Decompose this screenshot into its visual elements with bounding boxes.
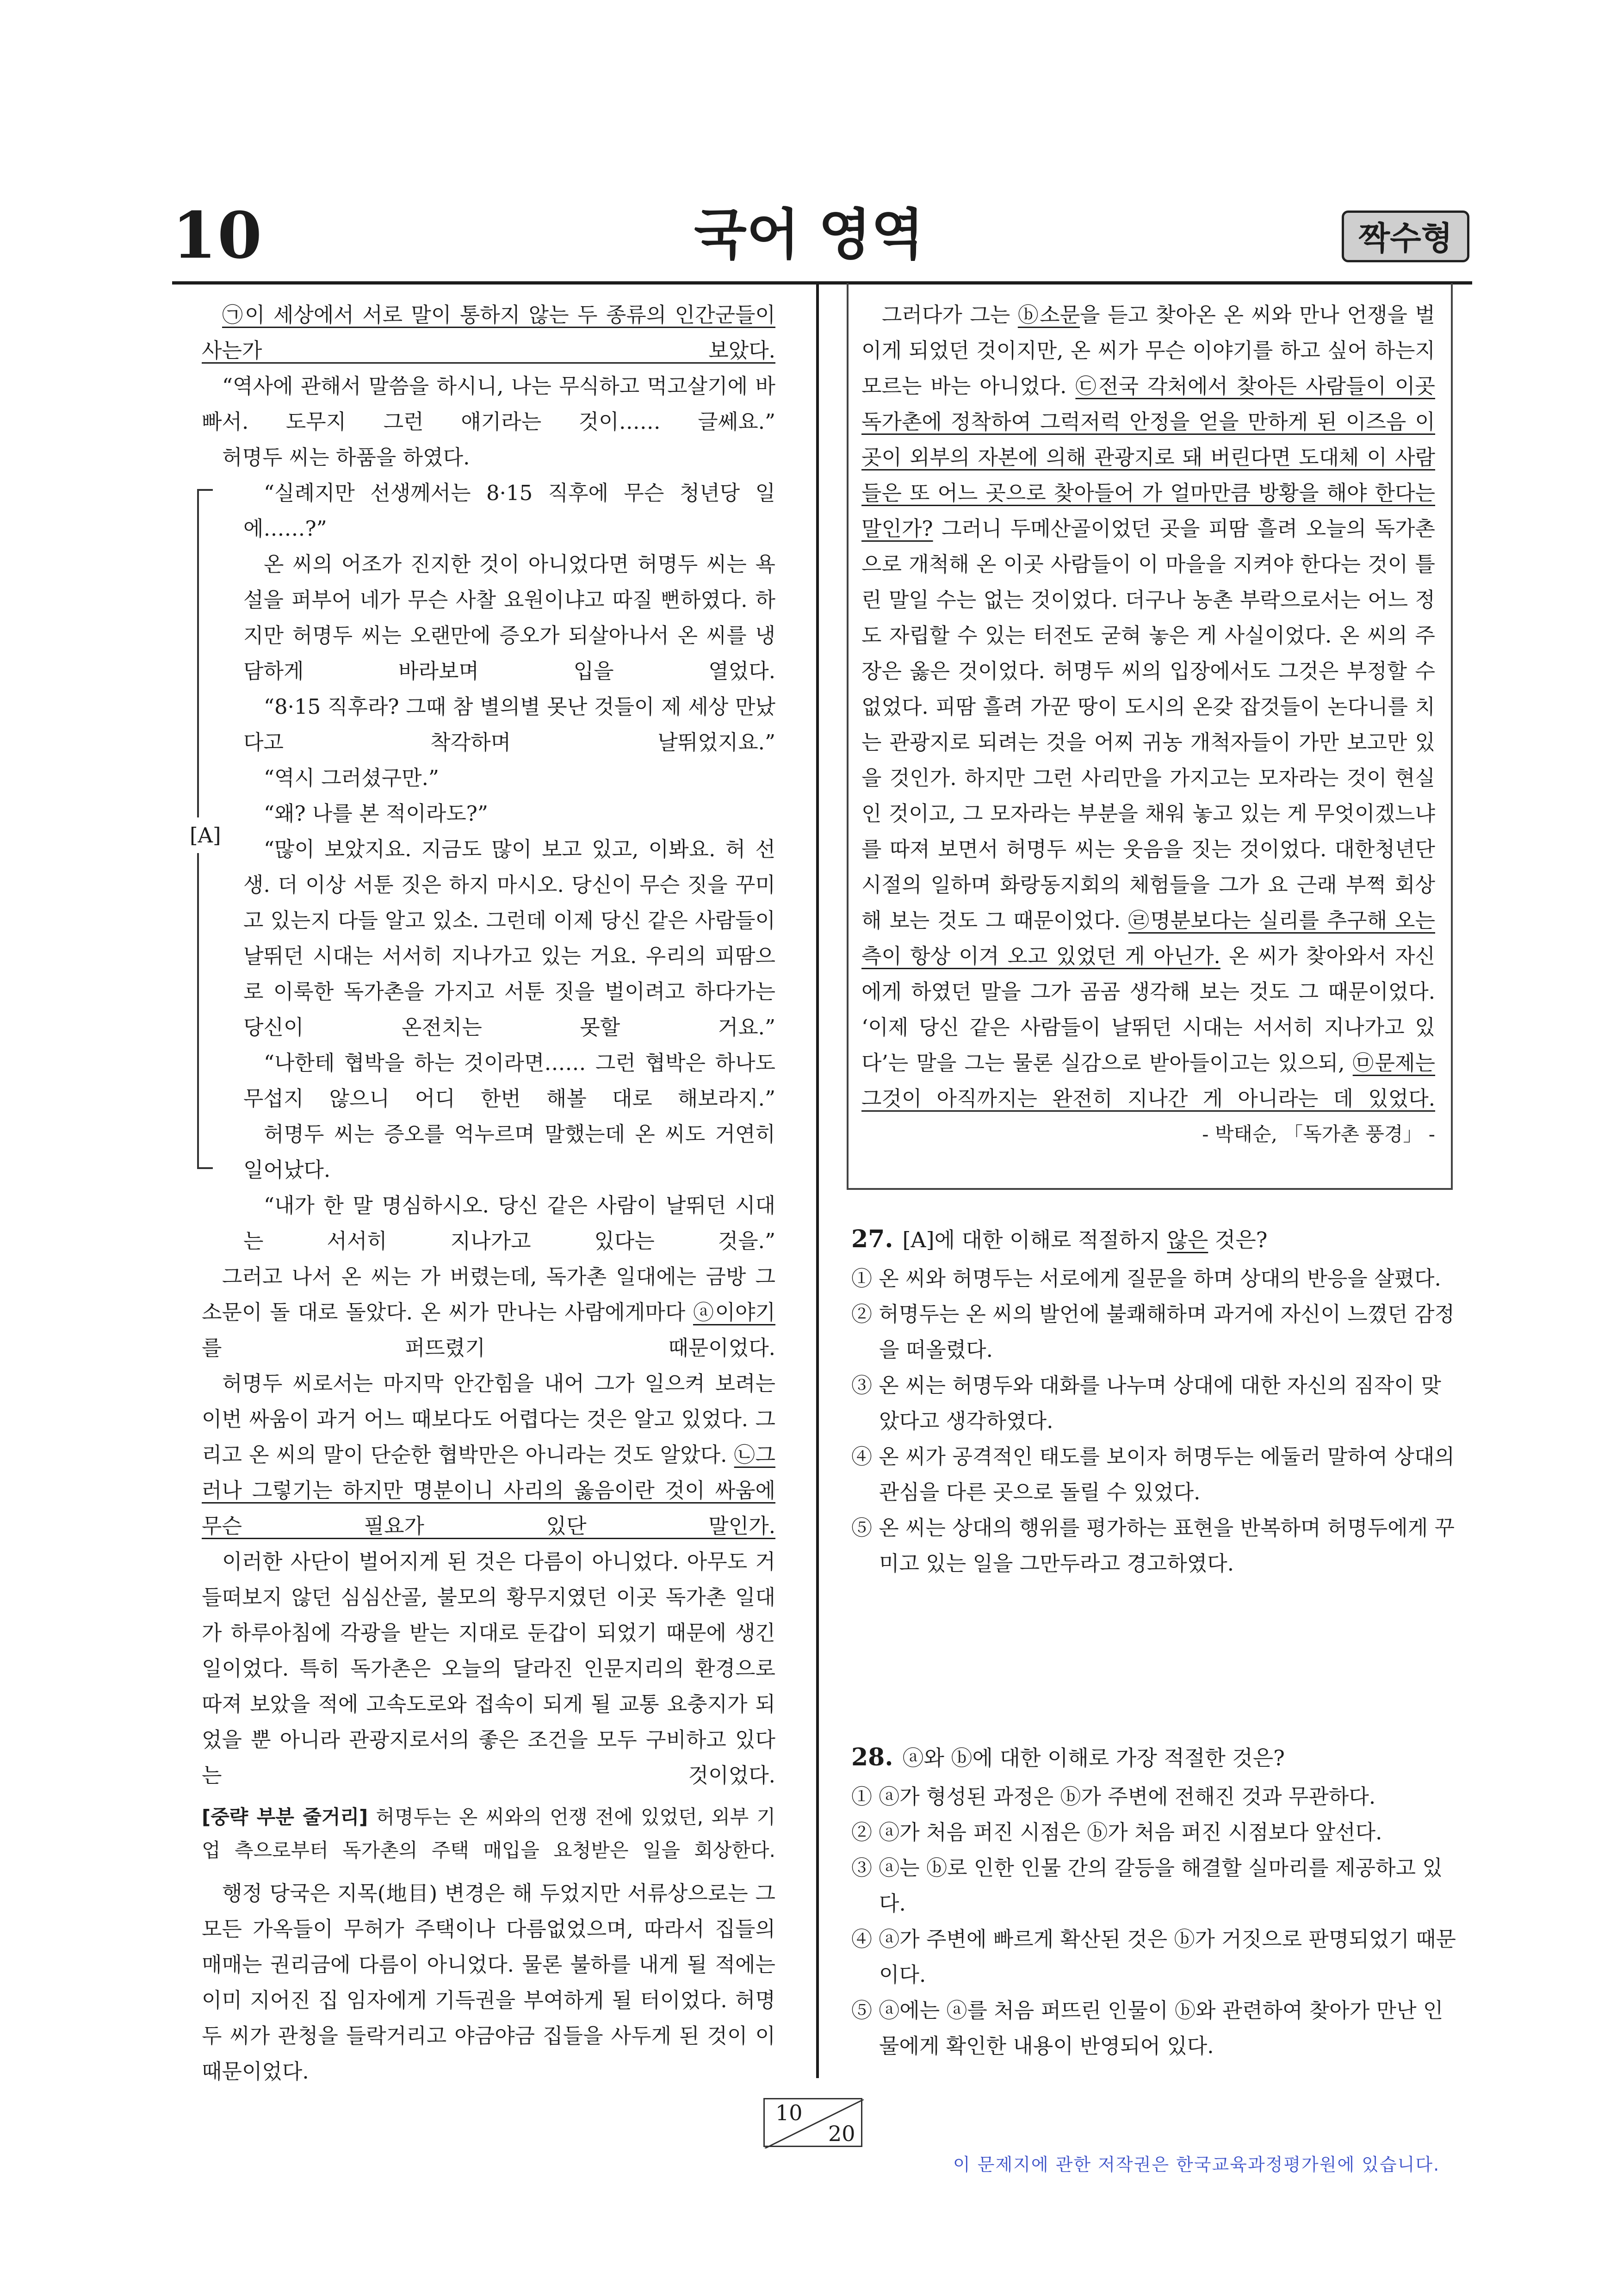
question-28-number: 28. <box>851 1743 893 1771</box>
question-27-stem: 27. [A]에 대한 이해로 적절하지 않은 것은? <box>851 1225 1268 1253</box>
bracket-line-9: “내가 한 말 명심하시오. 당신 같은 사람이 날뛰던 시대는 서서히 지나가고 있다는 것을.” <box>243 1193 775 1253</box>
emphasis-not: 않은 <box>1167 1227 1208 1252</box>
bracket-line-3: “8·15 직후라? 그때 참 별의별 못난 것들이 제 세상 만났다고 착각하며 날뛰었지요.” <box>243 694 775 755</box>
underlined-passage-a: ㉠이 세상에서 서로 말이 통하지 않는 두 종류의 인간군들이 사는가 보았다. <box>202 303 775 363</box>
underlined-passage-b: ㉡그러나 그렇기는 하지만 명분이니 사리의 옳음이란 것이 싸움에 무슨 필요가 있단 말인가. <box>202 1442 775 1538</box>
q28-choice-5[interactable]: ⑤ ⓐ에는 ⓐ를 처음 퍼뜨린 인물이 ⓑ와 관련하여 찾아가 만난 인물에게 확인한 내용이 반영되어 있다. <box>851 1998 1443 2058</box>
underlined-passage-c: ㉢전국 각처에서 찾아든 사람들이 이곳 독가촌에 정착하여 그럭저럭 안정을 얻을 만하게 된 이즈음 이곳이 외부의 자본에 의해 관광지로 돼 버린다면 도대체 이 사람들은 또 어느 곳으로 찾아들어 가 얼마만큼 방황을 해야 한다는 말인가? <box>861 374 1435 541</box>
paragraph-7: 행정 당국은 지목(地目) 변경은 해 두었지만 서류상으로는 그 모든 가옥들이 무허가 주택이나 다름없었으며, 따라서 집들의 매매는 권리금에 다름이 아니었다. 물론 불하를 내게 될 적에는 이미 지어진 집 임자에게 기득권을 부여하게 될 터이었다. 허명두 씨가 관청을 들락거리고 야금야금 집들을 사두게 된 것이 이 때문이었다. <box>202 1881 775 2084</box>
marker-a-story: ⓐ이야기 <box>693 1300 775 1324</box>
question-27-number: 27. <box>851 1225 893 1253</box>
paragraph-4: 그러고 나서 온 씨는 가 버렸는데, 독가촌 일대에는 금방 그 소문이 돌 대로 돌았다. 온 씨가 만나는 사람에게마다 ⓐ이야기를 퍼뜨렸기 때문이었다. <box>202 1264 775 1360</box>
q28-choice-1[interactable]: ① ⓐ가 형성된 과정은 ⓑ가 주변에 전해진 것과 무관하다. <box>851 1784 1376 1809</box>
marker-b-rumor: ⓑ소문 <box>1017 303 1080 327</box>
bracket-a-block <box>190 475 775 1259</box>
q27-choice-4[interactable]: ④ 온 씨가 공격적인 태도를 보이자 허명두는 에둘러 말하여 상대의 관심을 다른 곳으로 돌릴 수 있었다. <box>851 1444 1455 1504</box>
bracket-line-6: “많이 보았지요. 지금도 많이 보고 있고, 이봐요. 허 선생. 더 이상 서툰 짓은 하지 마시오. 당신이 무슨 짓을 꾸미고 있는지 다들 알고 있소. 그런데 이제 당신 같은 사람들이 날뛰던 시대는 서서히 지나가고 있는 거요. 우리의 피땀으로 이룩한 독가촌을 가지고 서툰 짓을 벌이려고 하다가는 당신이 온전치는 못할 거요.” <box>243 837 775 1040</box>
question-27 <box>851 1221 1457 1581</box>
paragraph-3: 허명두 씨는 하품을 하였다. <box>222 445 470 470</box>
page-indicator-current: 10 <box>775 2100 803 2125</box>
summary-label: [중략 부분 줄거리] <box>202 1806 368 1828</box>
bracket-line-5: “왜? 나를 본 적이라도?” <box>264 801 488 826</box>
paragraph-6: 이러한 사단이 벌어지게 된 것은 다름이 아니었다. 아무도 거들떠보지 않던 심심산골, 불모의 황무지였던 이곳 독가촌 일대가 하루아침에 각광을 받는 지대로 둔갑이 되었기 때문에 생긴 일이었다. 특히 독가촌은 오늘의 달라진 인문지리의 환경으로 따져 보았을 적에 고속도로와 접속이 되게 될 교통 요충지가 되었을 뿐 아니라 관광지로서의 좋은 조건을 모두 구비하고 있다는 것이었다. <box>202 1549 775 1788</box>
left-column <box>190 297 776 2089</box>
q27-choice-2[interactable]: ② 허명두는 온 씨의 발언에 불쾌해하며 과거에 자신이 느꼈던 감정을 떠올렸다. <box>851 1302 1455 1362</box>
q27-choice-5[interactable]: ⑤ 온 씨는 상대의 행위를 평가하는 표현을 반복하며 허명두에게 꾸미고 있는 일을 그만두라고 경고하였다. <box>851 1516 1455 1576</box>
bracket-line-7: “나한테 협박을 하는 것이라면…… 그런 협박은 하나도 무섭지 않으니 어디 한번 해볼 대로 해보라지.” <box>243 1051 775 1111</box>
q27-choice-1[interactable]: ① 온 씨와 허명두는 서로에게 질문을 하며 상대의 반응을 살폈다. <box>851 1266 1441 1291</box>
q28-choice-3[interactable]: ③ ⓐ는 ⓑ로 인한 인물 간의 갈등을 해결할 실마리를 제공하고 있다. <box>851 1856 1443 1916</box>
bracket-line-2: 온 씨의 어조가 진지한 것이 아니었다면 허명두 씨는 욕설을 퍼부어 네가 무슨 사찰 요원이냐고 따질 뻔하였다. 하지만 허명두 씨는 오랜만에 증오가 되살아나서 온 씨를 냉담하게 바라보며 입을 열었다. <box>243 552 775 683</box>
question-28-choices <box>851 1779 1457 2064</box>
bracket-line-4: “역시 그러셨구만.” <box>264 766 439 790</box>
paragraph-1 <box>202 297 775 368</box>
question-28 <box>851 1739 1457 2064</box>
copyright-notice: 이 문제지에 관한 저작권은 한국교육과정평가원에 있습니다. <box>953 2154 1440 2175</box>
source-citation: - 박태순, 「독가촌 풍경」 - <box>1202 1123 1435 1145</box>
right-column-passage <box>861 297 1435 1152</box>
question-27-choices <box>851 1261 1457 1581</box>
bracket-line-8: 허명두 씨는 증오를 억누르며 말했는데 온 씨도 거연히 일어났다. <box>243 1122 775 1182</box>
underlined-passage-e: ㉤문제는 그것이 아직까지는 완전히 지나간 게 아니라는 데 있었다. <box>861 1051 1436 1111</box>
q27-choice-3[interactable]: ③ 온 씨는 허명두와 대화를 나누며 상대에 대한 자신의 짐작이 맞았다고 생각하였다. <box>851 1373 1441 1433</box>
bracket-line-1: “실례지만 선생께서는 8·15 직후에 무슨 청년당 일에……?” <box>243 481 775 541</box>
paragraph-5: 허명두 씨로서는 마지막 안간힘을 내어 그가 일으켜 보려는 이번 싸움이 과거 어느 때보다도 어렵다는 것은 알고 있었다. 그리고 온 씨의 말이 단순한 협박만은 아니라는 것도 알았다. ㉡그러나 그렇기는 하지만 명분이니 사리의 옳음이란 것이 싸움에 무슨 필요가 있단 말인가. <box>202 1371 775 1538</box>
summary-note: [중략 부분 줄거리] 허명두는 온 씨와의 언쟁 전에 있었던, 외부 기업 측으로부터 독가촌의 주택 매입을 요청받은 일을 회상한다. <box>202 1806 776 1862</box>
version-badge: 짝수형 <box>1342 210 1469 262</box>
column-divider <box>816 283 819 2078</box>
paragraph-2: “역사에 관해서 말씀을 하시니, 나는 무식하고 먹고살기에 바빠서. 도무지 그런 얘기라는 것이…… 글쎄요.” <box>202 374 775 434</box>
paragraph-8: 그러다가 그는 ⓑ소문을 듣고 찾아온 온 씨와 만나 언쟁을 벌이게 되었던 것이지만, 온 씨가 무슨 이야기를 하고 싶어 하는지 모르는 바는 아니었다. ㉢전국 각처에서 찾아든 사람들이 이곳 독가촌에 정착하여 그럭저럭 안정을 얻을 만하게 된 이즈음 이곳이 외부의 자본에 의해 관광지로 돼 버린다면 도대체 이 사람들은 또 어느 곳으로 찾아들어 가 얼마만큼 방황을 해야 한다는 말인가? 그러니 두메산골이었던 곳을 피땀 흘려 오늘의 독가촌으로 개척해 온 이곳 사람들이 이 마을을 지켜야 한다는 것이 틀린 말일 수는 없는 것이었다. 더구나 농촌 부락으로서는 어느 정도 자립할 수 있는 터전도 굳혀 놓은 게 사실이었다. 온 씨의 주장은 옳은 것이었다. 허명두 씨의 입장에서도 그것은 부정할 수 없었다. 피땀 흘려 가꾼 땅이 도시의 온갖 잡것들이 논다니를 치는 관광지로 되려는 것을 어찌 귀농 개척자들이 가만 보고만 있을 것인가. 하지만 그런 사리만을 가지고는 모자라는 것이 현실인 것이고, 그 모자라는 부분을 채워 놓고 있는 게 무엇이겠느냐를 따져 보면서 허명두 씨는 웃음을 짓는 것이었다. 대한청년단 시절의 일하며 화랑동지회의 체험들을 그가 요 근래 부쩍 회상해 보는 것도 그 때문이었다. ㉣명분보다는 실리를 추구해 오는 측이 항상 이겨 오고 있었던 게 아닌가. 온 씨가 찾아와서 자신에게 하였던 말을 그가 곰곰 생각해 보는 것도 그 때문이었다. ‘이제 당신 같은 사람들이 날뛰던 시대는 서서히 지나가고 있다’는 말을 그는 물론 실감으로 받아들이고는 있으되, ㉤문제는 그것이 아직까지는 완전히 지나간 게 아니라는 데 있었다. <box>861 303 1436 1111</box>
question-28-stem: 28. ⓐ와 ⓑ에 대한 이해로 가장 적절한 것은? <box>851 1743 1285 1771</box>
page-number: 10 <box>172 198 263 273</box>
bracket-a-label: [A] <box>189 817 222 853</box>
subject-title: 국어 영역 <box>694 203 924 266</box>
q28-choice-2[interactable]: ② ⓐ가 처음 퍼진 시점은 ⓑ가 처음 퍼진 시점보다 앞선다. <box>851 1820 1382 1844</box>
page-indicator-total: 20 <box>828 2121 855 2146</box>
underlined-passage-d: ㉣명분보다는 실리를 추구해 오는 측이 항상 이겨 오고 있었던 게 아닌가. <box>861 908 1435 968</box>
q28-choice-4[interactable]: ④ ⓐ가 주변에 빠르게 확산된 것은 ⓑ가 거짓으로 판명되었기 때문이다. <box>851 1927 1456 1987</box>
